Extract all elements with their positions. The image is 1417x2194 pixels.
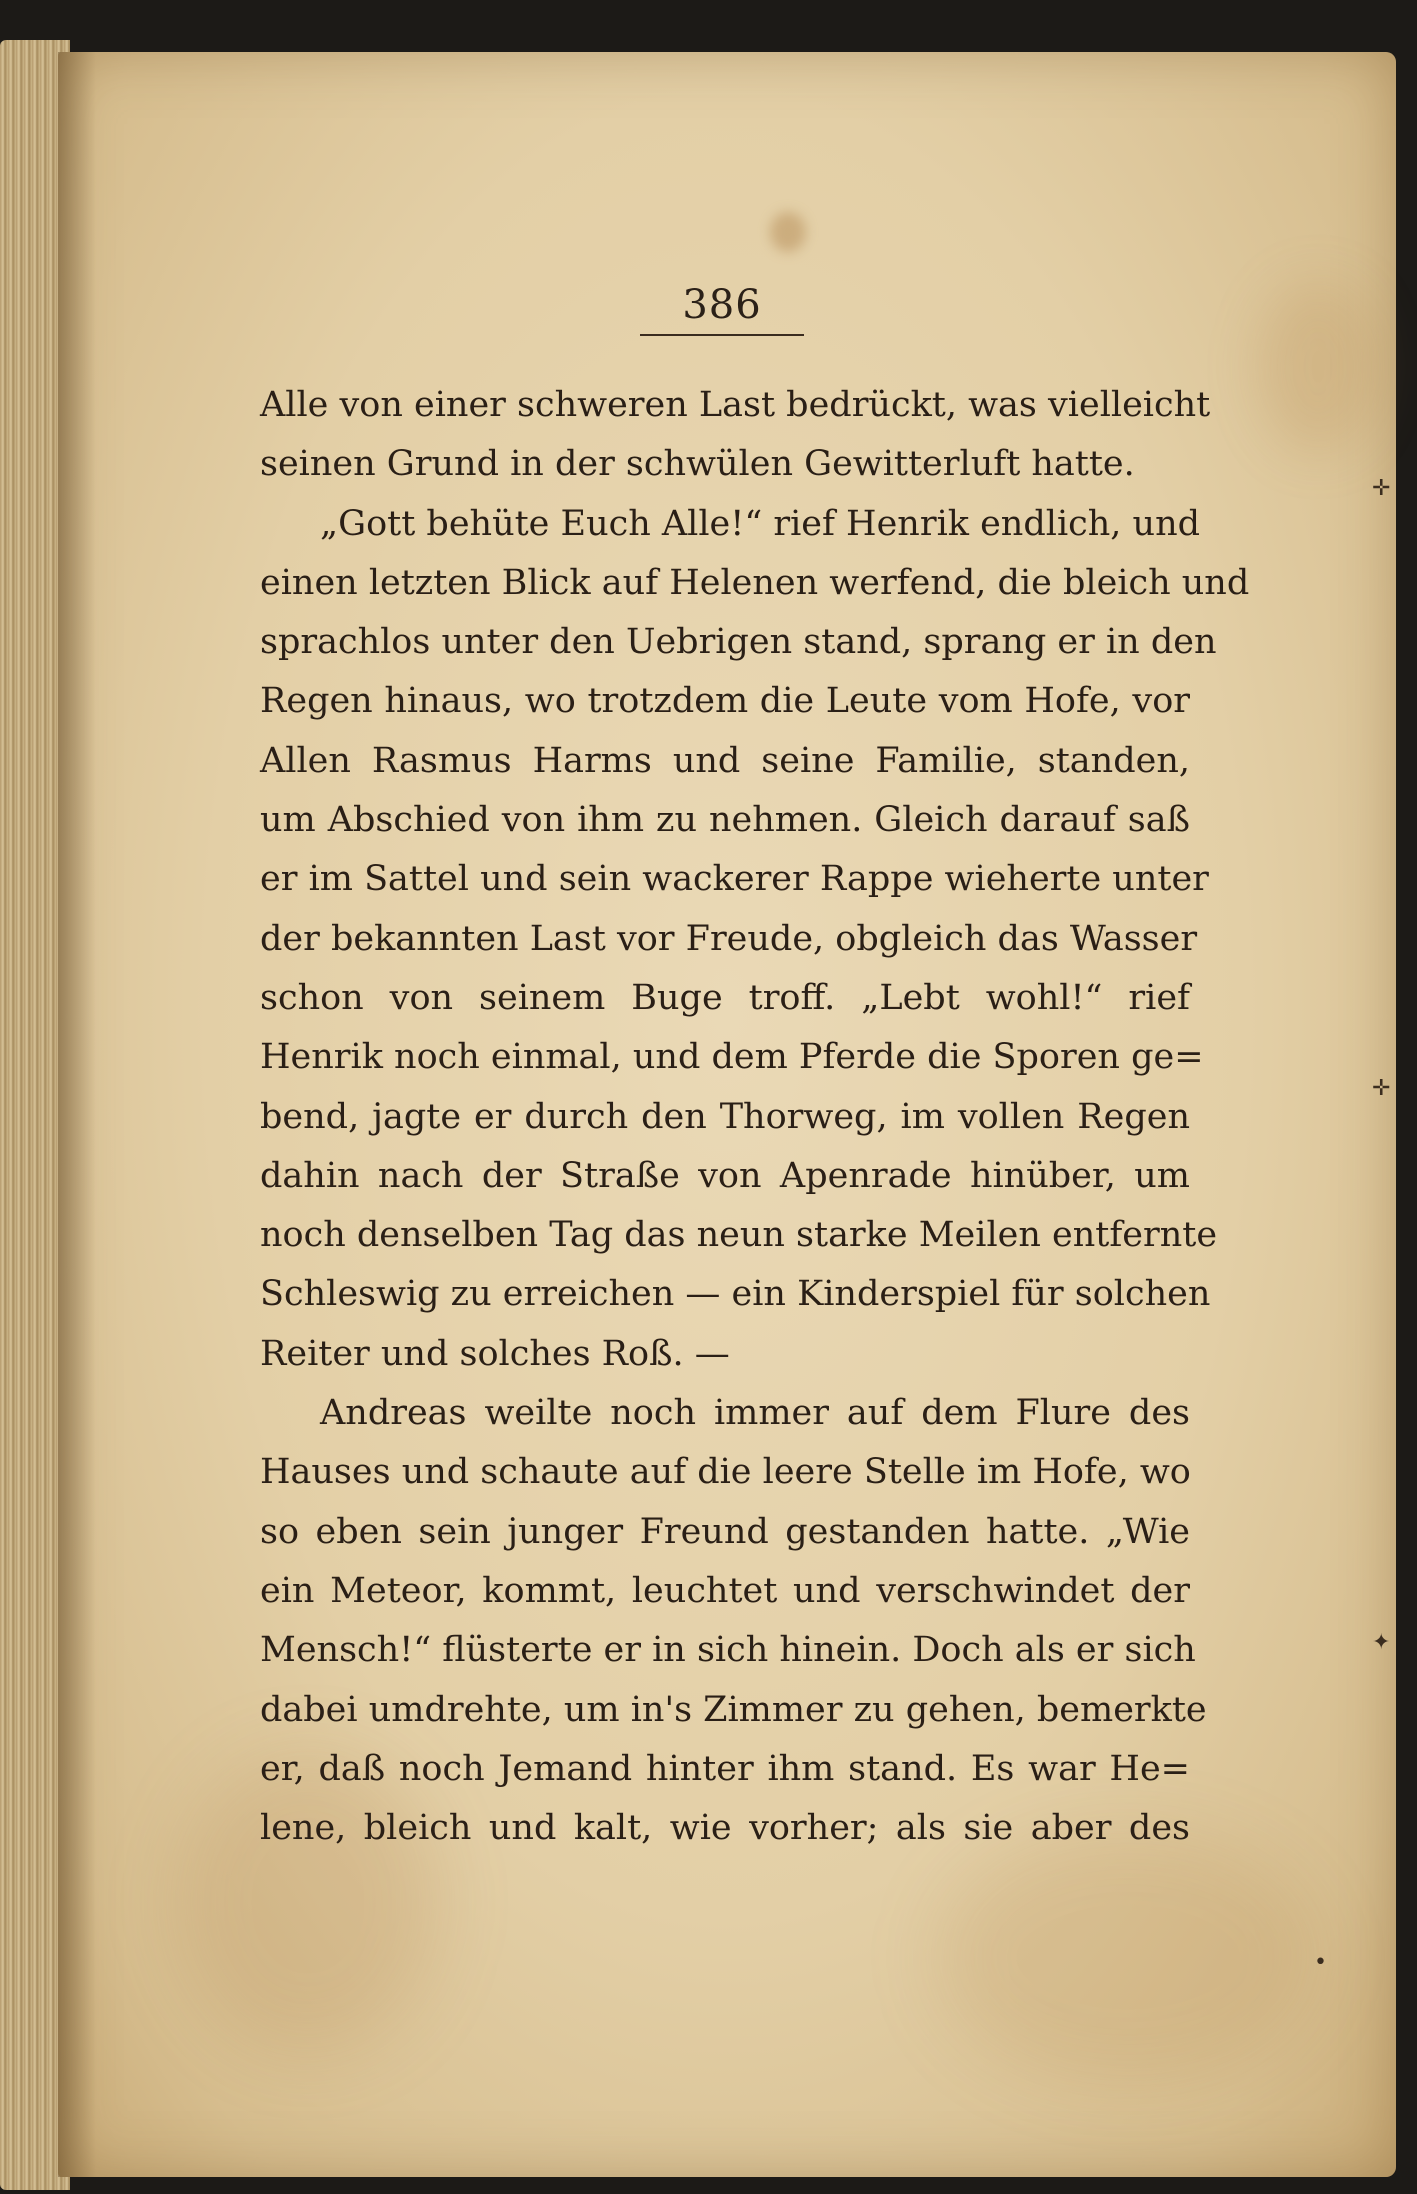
text-line: er, daß noch Jemand hinter ihm stand. Es war He= bbox=[260, 1748, 1190, 1789]
margin-mark: ✦ bbox=[1372, 1630, 1391, 1655]
foxing-stain bbox=[1258, 282, 1378, 452]
text-line: Reiter und solches Roß. — bbox=[260, 1333, 730, 1374]
text-line: so eben sein junger Freund gestanden hatte. „Wie bbox=[260, 1511, 1190, 1552]
text-line: Andreas weilte noch immer auf dem Flure des bbox=[320, 1393, 1190, 1434]
text-line: seinen Grund in der schwülen Gewitterluft hatte. bbox=[260, 444, 1135, 485]
text-line: ein Meteor, kommt, leuchtet und verschwindet der bbox=[260, 1570, 1190, 1611]
text-line: Mensch!“ flüsterte er in sich hinein. Doch als er sich bbox=[260, 1630, 1196, 1671]
foxing-stain bbox=[770, 212, 806, 252]
text-line: lene, bleich und kalt, wie vorher; als sie aber des bbox=[260, 1808, 1190, 1849]
text-line: Schleswig zu erreichen — ein Kinderspiel für solchen bbox=[260, 1274, 1211, 1315]
text-line: schon von seinem Buge troff. „Lebt wohl!“ rief bbox=[260, 977, 1190, 1018]
text-line: Allen Rasmus Harms und seine Familie, standen, bbox=[260, 740, 1190, 781]
text-line: Alle von einer schweren Last bedrückt, was vielleicht bbox=[260, 385, 1211, 425]
text-line: „Gott behüte Euch Alle!“ rief Henrik endlich, und bbox=[320, 503, 1201, 544]
text-line: um Abschied von ihm zu nehmen. Gleich darauf saß bbox=[260, 800, 1190, 841]
text-line: dahin nach der Straße von Apenrade hinüber, um bbox=[260, 1155, 1190, 1196]
text-line: sprachlos unter den Uebrigen stand, sprang er in den bbox=[260, 622, 1217, 663]
text-line: der bekannten Last vor Freude, obgleich das Wasser bbox=[260, 918, 1198, 959]
page-number-rule bbox=[640, 334, 804, 336]
margin-mark: ✛ bbox=[1372, 476, 1391, 501]
text-line: Henrik noch einmal, und dem Pferde die Sporen ge= bbox=[260, 1037, 1204, 1078]
margin-mark: • bbox=[1314, 1950, 1327, 1975]
page-number: 386 bbox=[682, 282, 762, 328]
text-line: bend, jagte er durch den Thorweg, im vollen Regen bbox=[260, 1096, 1190, 1137]
text-line: er im Sattel und sein wackerer Rappe wieherte unter bbox=[260, 859, 1209, 900]
text-line: noch denselben Tag das neun starke Meilen entfernte bbox=[260, 1215, 1218, 1256]
text-line: Regen hinaus, wo trotzdem die Leute vom Hofe, vor bbox=[260, 681, 1190, 722]
text-line: dabei umdrehte, um in's Zimmer zu gehen, bemerkte bbox=[260, 1689, 1207, 1730]
text-line: einen letzten Blick auf Helenen werfend, die bleich und bbox=[260, 562, 1250, 603]
body-text bbox=[260, 376, 1250, 1858]
margin-mark: ✛ bbox=[1372, 1076, 1391, 1101]
text-line: Hauses und schaute auf die leere Stelle im Hofe, wo bbox=[260, 1452, 1191, 1493]
water-stain bbox=[938, 1832, 1318, 2082]
